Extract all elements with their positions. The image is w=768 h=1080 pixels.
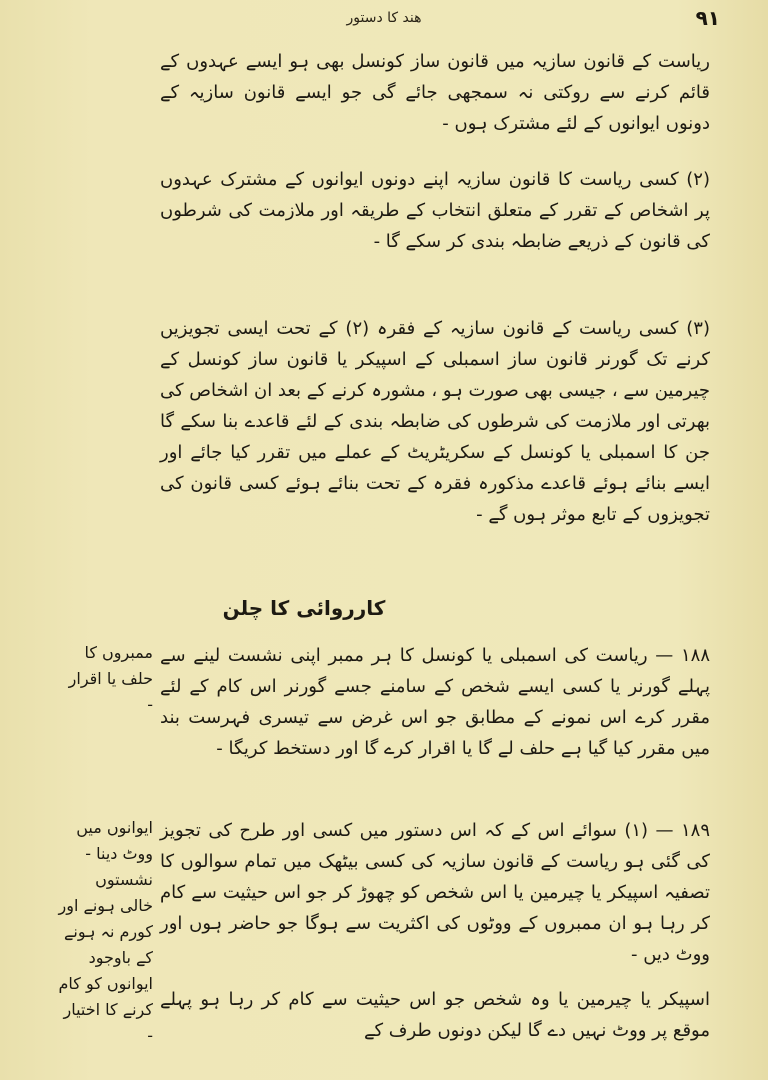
page-header bbox=[0, 6, 768, 32]
margin-note-oath: ممبروں کا حلف یا اقرار - bbox=[68, 643, 153, 714]
margin-note-voting: ایوانوں میں ووٹ دینا - نشستوں خالی ہونے اور کورم نہ ہونے کے باوجود ایوانوں کو کام کرنے کا اختیار - bbox=[58, 818, 153, 1045]
paragraph-clause-3: (۳) کسی ریاست کے قانون سازیہ کے فقرہ (۲) کے تحت ایسی تجویزیں کرنے تک گورنر قانون ساز اسمبلی کے اسپیکر یا قانون ساز کونسل کے چیرمین سے ، جیسی بھی صورت ہو ، مشورہ کرنے کے بعد ان اشخاص کی بھرتی اور ملازمت کی شرطوں کی ضابطہ بندی کے لئے قاعدے بنا سکے گا جن کا اسمبلی یا کونسل کے سکریٹریٹ کے عملے میں تقرر کیا جائے اور ایسے بنائے ہوئے قاعدے مذکورہ فقرہ کے تحت بنائے ہوئے کسی قانون کی تجویزوں کے تابع موثر ہوں گے - bbox=[160, 318, 710, 525]
paragraph-continuation: ریاست کے قانون سازیہ میں قانون ساز کونسل بھی ہو ایسے عہدوں کے قائم کرنے سے روکتی نہ سمجھی جائے گی جو ایسے قانون سازیہ کے دونوں ایوانوں کے لئے مشترک ہوں - bbox=[160, 51, 710, 134]
paragraph-article-188: ۱۸۸ — ریاست کی اسمبلی یا کونسل کا ہر ممبر اپنی نشست لینے سے پہلے گورنر یا کسی ایسے شخص کے سامنے جسے گورنر اس کام کے لئے مقرر کرے اس نمونے کے مطابق جو اس غرض سے تیسری فہرست بند میں مقرر کیا گیا ہے حلف لے گا یا اقرار کرے گا اور دستخط کریگا - bbox=[160, 645, 710, 759]
page-number: ۹۱ bbox=[695, 6, 720, 30]
paragraph-article-189: ۱۸۹ — (۱) سوائے اس کے کہ اس دستور میں کسی اور طرح کی تجویز کی گئی ہو ریاست کے قانون سازیہ کی کسی بیٹھک میں تمام سوالوں کا تصفیہ اسپیکر یا چیرمین یا اس شخص کو چھوڑ کر جو اس حیثیت سے کام کر رہا ہو ان ممبروں کے ووٹوں کی اکثریت سے ہوگا جو حاضر ہوں اور ووٹ دیں - bbox=[160, 820, 710, 965]
paragraph-clause-2: (۲) کسی ریاست کا قانون سازیہ اپنے دونوں ایوانوں کے مشترک عہدوں پر اشخاص کے تقرر کے متعلق انتخاب کے طریقہ اور ملازمت کی شرطوں کی قانون کے ذریعے ضابطہ بندی کر سکے گا - bbox=[160, 169, 710, 252]
section-heading: کارروائی کا چلن bbox=[222, 596, 386, 620]
paragraph-speaker-vote: اسپیکر یا چیرمین یا وہ شخص جو اس حیثیت سے کام کر رہا ہو پہلے موقع پر ووٹ نہیں دے گا لیکن دونوں طرف کے bbox=[160, 989, 710, 1041]
running-title: هند کا دستور bbox=[346, 10, 422, 26]
